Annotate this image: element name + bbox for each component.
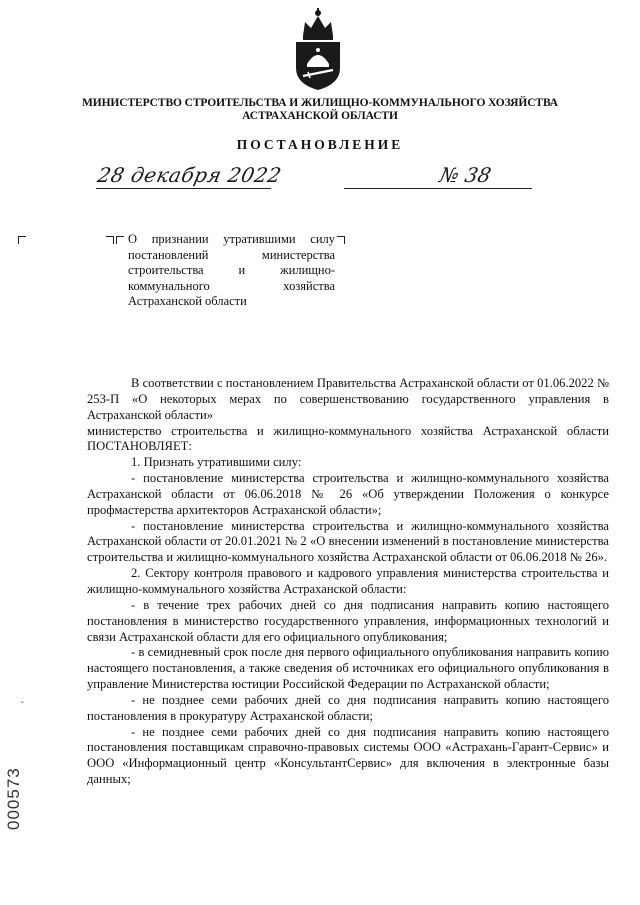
margin-stamp-number [4,760,22,844]
body-paragraph: 2. Сектору контроля правового и кадрового управления министерства строительства и жилищно-коммунального хозяйства Астраханской области: [87,566,609,596]
body-paragraph: - в семидневный срок после дня первого официального опубликования направить копию настоящего постановления, а также сведения об источниках его официального опубликования в управление Министерства юстиции Российской Федерации по Астраханской области; [87,645,609,692]
handwritten-number: № 38 [437,163,494,187]
ministry-name-line-1: МИНИСТЕРСТВО СТРОИТЕЛЬСТВА И ЖИЛИЩНО-КОММУНАЛЬНОГО ХОЗЯЙСТВА [81,97,559,109]
body-paragraph: министерство строительства и жилищно-коммунального хозяйства Астраханской области ПОСТАНОВЛЯЕТ: [87,423,609,454]
margin-stamp-text: 000573 [4,767,23,830]
margin-tick-mark: ˇ [21,700,24,710]
body-paragraph: 1. Признать утратившими силу: [131,455,302,470]
body-paragraph: - в течение трех рабочих дней со дня подписания направить копию настоящего постановления в министерство государственного управления, информационных технологий и связи Астраханской области для его официального опубликования; [87,597,609,644]
body-paragraph: - не позднее семи рабочих дней со дня подписания направить копию настоящего постановления в прокуратуру Астраханской области; [87,692,609,723]
document-type-title: ПОСТАНОВЛЕНИЕ [236,137,404,152]
date-underline [96,188,271,189]
astrakhan-coat-of-arms-icon [289,6,347,92]
body-paragraph: В соответствии с постановлением Правительства Астраханской области от 01.06.2022 № 253-П «О некоторых мерах по совершенствованию государственного управления в Астраханской области» [87,376,609,422]
handwritten-date: 28 декабря 2022 [95,163,284,187]
body-paragraph: - постановление министерства строительства и жилищно-коммунального хозяйства Астраханской области от 06.06.2018 № 26 «Об утверждении Положения о конкурсе профмастерства архитекторов Астраханской области»; [87,471,609,517]
left-corner-mark [18,236,26,244]
body-paragraph: - постановление министерства строительства и жилищно-коммунального хозяйства Астраханской области от 20.01.2021 № 2 «О внесении изменений в постановление министерства строительства и жилищно-коммунального хозяйства Астраханской области от 06.06.2018 № 26». [87,518,609,565]
body-paragraph: - не позднее семи рабочих дней со дня подписания направить копию настоящего постановления поставщикам справочно-правовых системы ООО «Астрахань-Гарант-Сервис» и ООО «Информационный центр «КонсультантСервис» для включения в электронные базы данных; [87,724,609,787]
document-body [87,376,609,788]
subject-text: О признании утратившими силу постановлений министерства строительства и жилищно-коммунального хозяйства Астраханской области [128,232,335,309]
number-underline [344,188,532,189]
document-subject [128,232,335,310]
subject-bracket-left-b [116,236,124,244]
subject-bracket-left-a [106,236,114,244]
ministry-name-line-2: АСТРАХАНСКОЙ ОБЛАСТИ [242,110,398,122]
subject-bracket-right [337,236,345,244]
